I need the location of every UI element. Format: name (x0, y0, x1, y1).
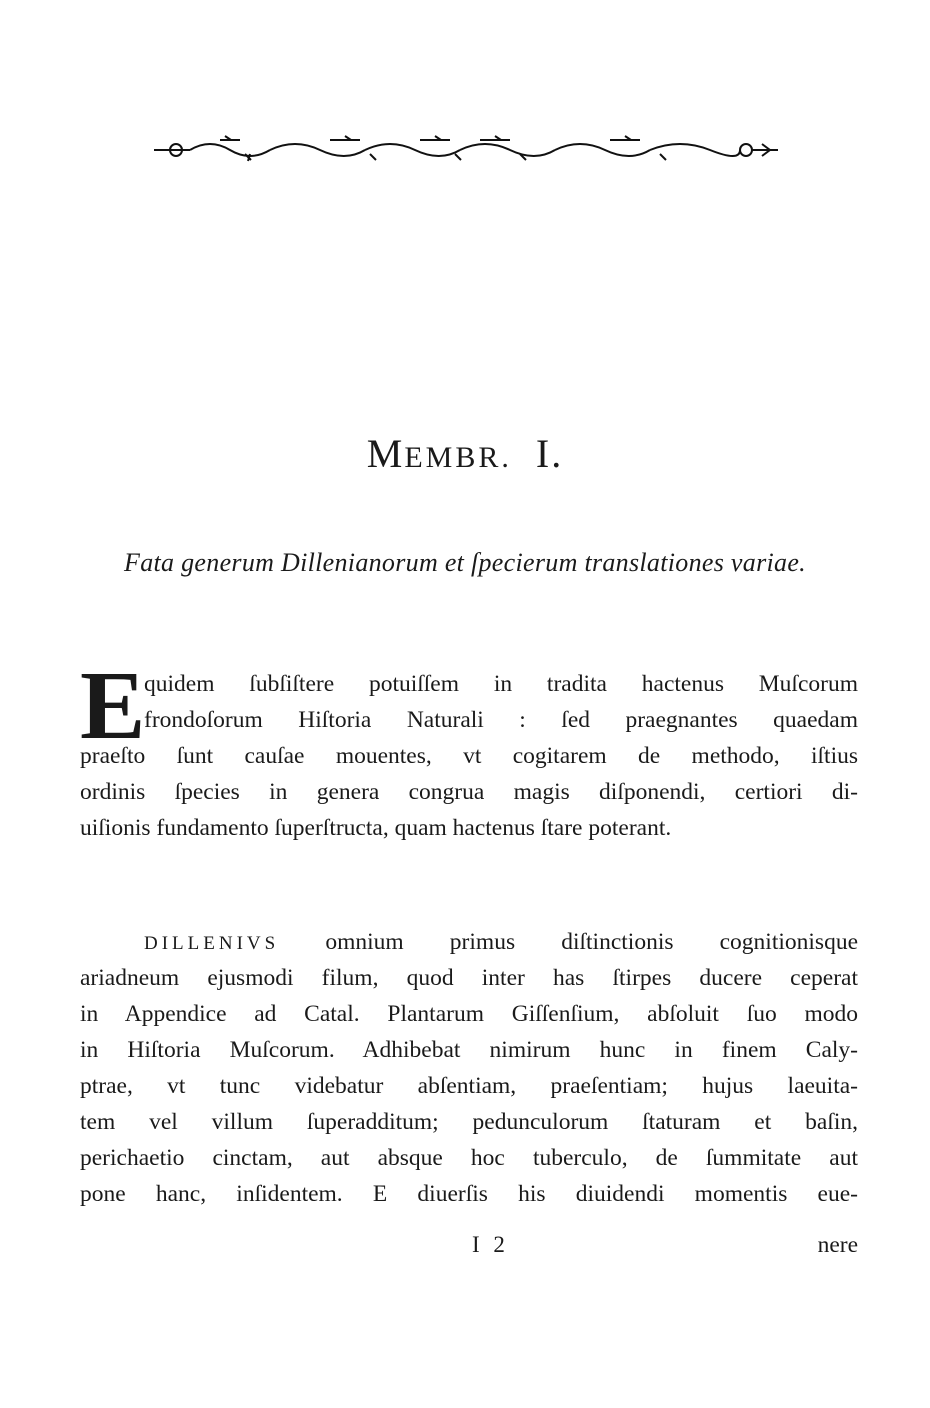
drop-cap: E (80, 652, 146, 760)
text-line: praeſto ſunt cauſae mouentes, vt cogitarem de methodo, iſtius (80, 743, 858, 769)
text-line: quidem ſubſiſtere potuiſſem in tradita hactenus Muſcorum (144, 671, 858, 697)
text-span: omnium primus diſtinctionis cognitionisque (325, 929, 858, 955)
text-line: frondoſorum Hiſtoria Naturali : ſed praegnantes quaedam (144, 707, 858, 733)
section-heading (0, 430, 930, 477)
text-line: ptrae, vt tunc videbatur abſentiam, praeſentiam; hujus laeuita- (80, 1073, 858, 1099)
heading-word: EMBR. (404, 441, 512, 474)
text-line (80, 924, 858, 960)
text-line: uiſionis fundamento ſuperſtructa, quam hactenus ſtare poterant. (80, 815, 672, 841)
text-line: ordinis ſpecies in genera congrua magis diſponendi, certiori di- (80, 779, 858, 805)
paragraph-1 (80, 652, 858, 846)
text-line: in Hiſtoria Muſcorum. Adhibebat nimirum hunc in finem Caly- (80, 1037, 858, 1063)
text-line: pone hanc, inſidentem. E diuerſis his diuidendi momentis eue- (80, 1181, 858, 1207)
text-line: ariadneum ejusmodi filum, quod inter has ſtirpes ducere ceperat (80, 965, 858, 991)
section-subtitle: Fata generum Dillenianorum et ſpecierum translationes variae. (124, 548, 806, 577)
page-footer (80, 1232, 858, 1268)
heading-number: I. (535, 431, 564, 476)
author-name: DILLENIVS (144, 933, 280, 954)
heading-initial: M (366, 431, 405, 476)
paragraph-2 (80, 924, 858, 1212)
catchword: nere (817, 1232, 858, 1258)
text-line: perichaetio cinctam, aut absque hoc tuberculo, de ſummitate aut (80, 1145, 858, 1171)
signature-mark: I 2 (472, 1232, 509, 1257)
text-line: tem vel villum ſuperadditum; pedunculorum ſtaturam et baſin, (80, 1109, 858, 1135)
vine-ornament-icon (150, 128, 780, 164)
text-line: in Appendice ad Catal. Plantarum Giſſenſium, abſoluit ſuo modo (80, 1001, 858, 1027)
